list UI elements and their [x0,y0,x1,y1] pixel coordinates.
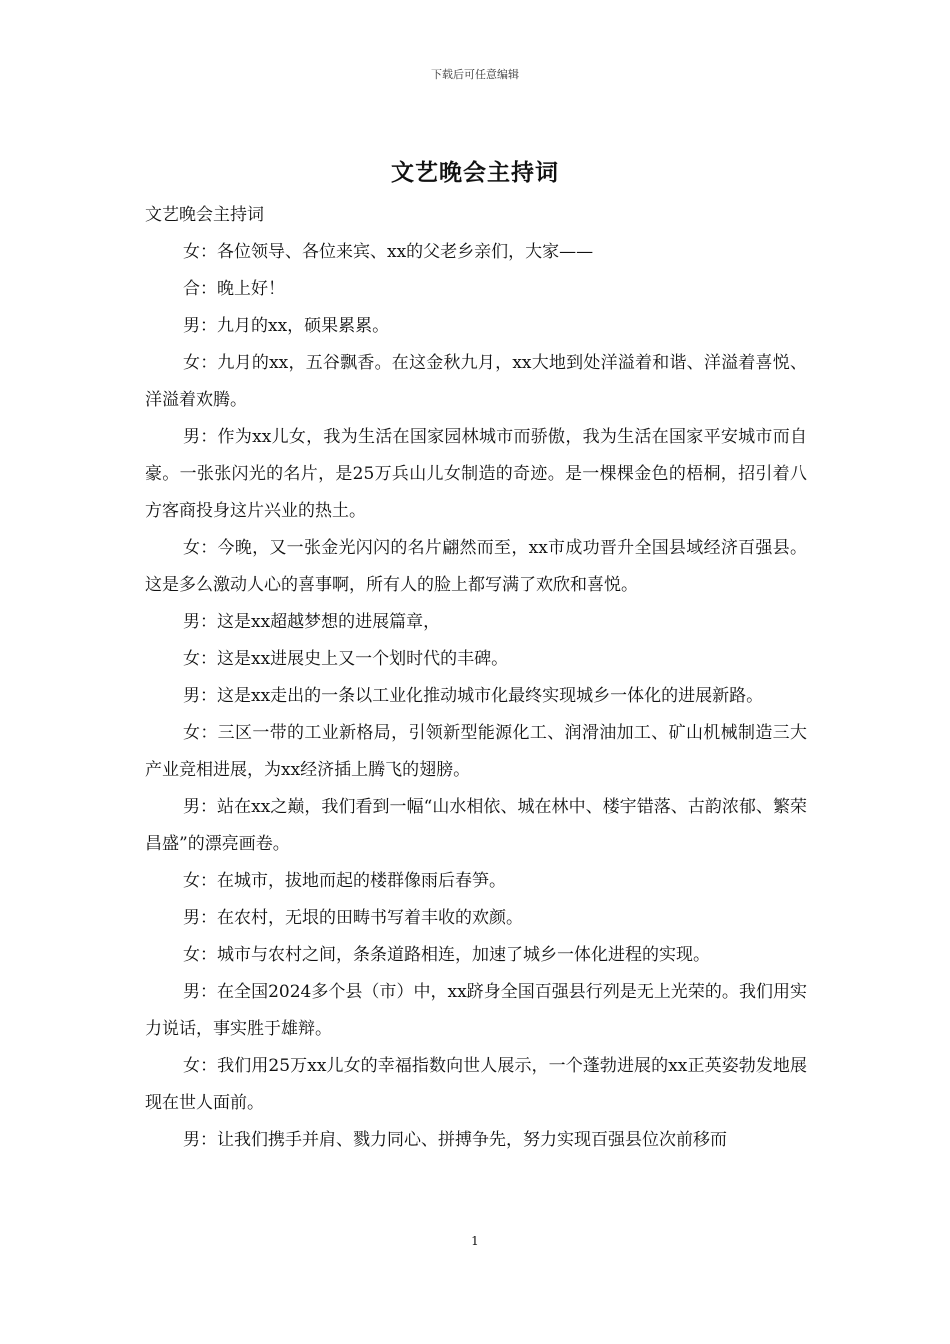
paragraph: 男：作为xx儿女，我为生活在国家园林城市而骄傲，我为生活在国家平安城市而自豪。一张张闪光的名片，是25万兵山儿女制造的奇迹。是一棵棵金色的梧桐，招引着八方客商投身这片兴业的热土。 [145,427,807,521]
paragraph: 男：九月的xx，硕果累累。 [183,316,390,336]
paragraph: 女：三区一带的工业新格局，引领新型能源化工、润滑油加工、矿山机械制造三大产业竞相进展，为xx经济插上腾飞的翅膀。 [145,723,807,780]
paragraph: 男：这是xx走出的一条以工业化推动城市化最终实现城乡一体化的进展新路。 [183,686,764,706]
document-title: 文艺晚会主持词 [391,159,559,186]
page-header-note: 下载后可任意编辑 [431,68,519,81]
document-body [145,197,807,1159]
paragraph: 女：今晚，又一张金光闪闪的名片翩然而至，xx市成功晋升全国县域经济百强县。这是多么激动人心的喜事啊，所有人的脸上都写满了欢欣和喜悦。 [145,538,807,595]
paragraph: 男：在农村，无垠的田畴书写着丰收的欢颜。 [183,908,523,928]
paragraph: 女：在城市，拔地而起的楼群像雨后春笋。 [183,871,506,891]
paragraph: 女：各位领导、各位来宾、xx的父老乡亲们，大家—— [183,242,594,262]
paragraph: 女：这是xx进展史上又一个划时代的丰碑。 [183,649,509,669]
page-number: 1 [471,1234,479,1248]
paragraph: 女：九月的xx，五谷飘香。在这金秋九月，xx大地到处洋溢着和谐、洋溢着喜悦、洋溢着欢腾。 [145,353,807,410]
paragraph: 男：这是xx超越梦想的进展篇章， [183,612,441,632]
document-subtitle: 文艺晚会主持词 [145,205,264,225]
paragraph: 男：在全国2024多个县（市）中，xx跻身全国百强县行列是无上光荣的。我们用实力说话，事实胜于雄辩。 [145,982,807,1039]
paragraph: 女：我们用25万xx儿女的幸福指数向世人展示，一个蓬勃进展的xx正英姿勃发地展现在世人面前。 [145,1056,807,1113]
paragraph: 男：站在xx之巅，我们看到一幅“山水相依、城在林中、楼宇错落、古韵浓郁、繁荣昌盛”的漂亮画卷。 [145,797,807,854]
paragraph: 合：晚上好！ [183,279,285,299]
paragraph: 女：城市与农村之间，条条道路相连，加速了城乡一体化进程的实现。 [183,945,710,965]
paragraph: 男：让我们携手并肩、戮力同心、拼搏争先，努力实现百强县位次前移而 [183,1130,727,1150]
